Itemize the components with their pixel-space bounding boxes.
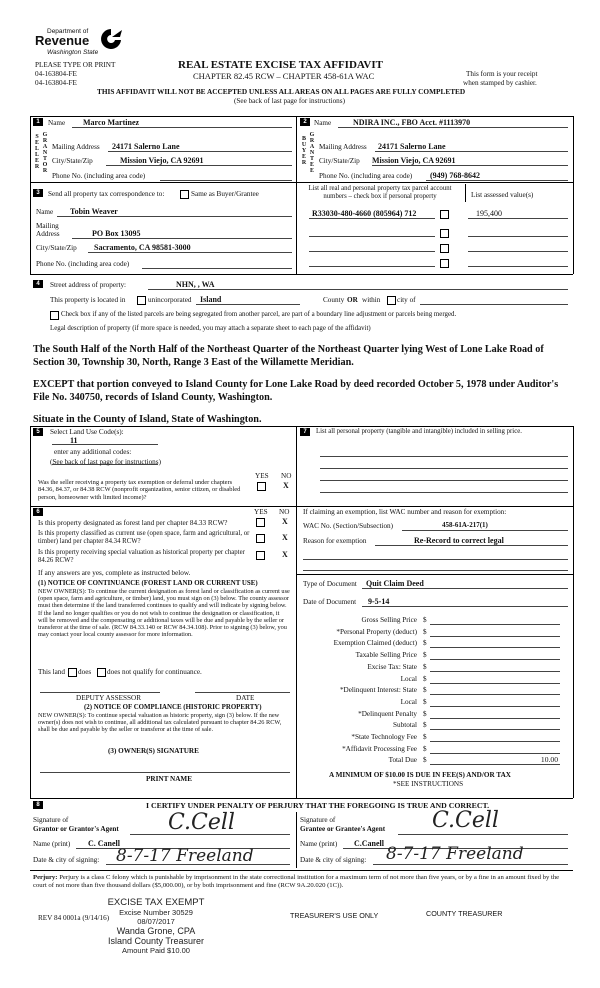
grantee-side-label: G R A N T E E — [309, 132, 315, 174]
seller-name: Marco Martinez — [83, 118, 140, 127]
grantor-signature: C.Cell — [168, 810, 235, 835]
segregate-checkbox[interactable] — [50, 311, 59, 320]
stamp-title: EXCISE TAX EXEMPT — [107, 897, 205, 908]
exemption-claim-label: If claiming an exemption, list WAC number and reason for exemption: — [303, 508, 507, 516]
grantor-name: C. Canell — [88, 839, 120, 848]
corr-phone-label: Phone No. (including area code) — [36, 260, 130, 268]
grantor-agent-label: Grantor or Grantor's Agent — [33, 825, 119, 833]
forest-q1: Is this property designated as forest land per chapter 84.33 RCW? — [38, 519, 228, 527]
certify-statement: I CERTIFY UNDER PENALTY OF PERJURY THAT THE FOREGOING IS TRUE AND CORRECT. — [146, 801, 490, 810]
fee-row-label: *Delinquent Interest: State — [339, 686, 417, 695]
city-of-checkbox[interactable] — [387, 296, 396, 305]
section-3-number: 3 — [33, 189, 43, 197]
legal-paragraph-2: EXCEPT that portion conveyed to Island County for Lone Lake Road by deed recorded October 5, 1978 under Auditor's File No. 340750, records of Island County, Washington. — [33, 379, 559, 404]
fee-row-currency: $ — [423, 744, 427, 753]
located-label: This property is located in — [50, 296, 126, 304]
land-use-see-back: (See back of last page for instructions) — [50, 458, 161, 466]
fee-row-label: Exemption Claimed (deduct) — [333, 639, 417, 648]
street-address: NHN, , WA — [176, 280, 215, 289]
buyer-name: NDIRA INC., FBO Acct. #1113970 — [353, 118, 471, 127]
deputy-assessor-label: DEPUTY ASSESSOR — [76, 694, 142, 702]
fee-row-currency: $ — [423, 756, 427, 765]
county-treasurer-label: COUNTY TREASURER — [426, 909, 503, 918]
deputy-date-label: DATE — [236, 694, 255, 702]
stamp-date: 08/07/2017 — [137, 917, 175, 926]
notice-1-text: NEW OWNER(S): To continue the current designation as forest land or classification as current use (open space, farm and agriculture, or timber) land, you must sign on (3) below. The county assessor must then determine if the land transferred continues to qualify and will indicate by signing below. If the land no longer qualifies or you do not wish to continue the designation or classification, it will be removed and the compensating or additional taxes will be due and payable by the seller or transferor at the time of sale. (RCW 84.33.140 or RCW 84.34.108). Prior to signing (3) below, you may contact your local county assessor for more information. — [38, 588, 290, 639]
parcel-number: R33030-480-4660 (805964) 712 — [312, 209, 417, 218]
grantor-sig-of-label: Signature of — [33, 816, 69, 824]
fee-row-currency: $ — [423, 651, 427, 660]
unincorporated-label: unincorporated — [148, 296, 192, 304]
or-label: OR — [347, 296, 358, 304]
exemption-reason-label: Reason for exemption — [303, 537, 367, 545]
seller-side-label: S E L L E R — [34, 134, 40, 170]
legal-description-label: Legal description of property (if more space is needed, you may attach a separate sheet to each page of the affidavit) — [50, 325, 371, 332]
grantee-sig-of-label: Signature of — [300, 816, 336, 824]
parcel-3-personal-checkbox[interactable] — [440, 244, 449, 253]
land-use-code: 11 — [70, 436, 78, 445]
land-use-no-header: NO — [281, 472, 292, 480]
section-2-number: 2 — [300, 118, 310, 126]
fee-row-currency: $ — [423, 616, 427, 624]
grantee-name-label: Name (print) — [300, 840, 338, 848]
doc-date: 9-5-14 — [368, 597, 390, 606]
print-name-label: PRINT NAME — [146, 775, 192, 783]
personal-property-label: List all personal property (tangible and intangible) included in selling price. — [316, 428, 522, 435]
forest-q2: Is this property classified as current use (open space, farm and agricultural, or timber) land per chapter 84.34 RCW? — [38, 530, 250, 545]
grantee-date-city: 8-7-17 Freeland — [386, 844, 524, 864]
forest-q3-yes-checkbox[interactable] — [256, 551, 265, 560]
exemption-question: Was the seller receiving a property tax exemption or deferral under chapters 84.36, 84.37, or 84.38 RCW (nonprofit organization, senior citizen, or disabled person, homeowner with limited income)? — [38, 479, 241, 501]
corr-mailing-label-2: Address — [36, 230, 60, 238]
land-does-checkbox[interactable] — [68, 668, 77, 677]
buyer-mailing-label: Mailing Address — [319, 143, 367, 151]
owner-signature-label: (3) OWNER(S) SIGNATURE — [108, 747, 199, 755]
legal-paragraph-3: Situate in the County of Island, State of Washington. — [33, 414, 262, 425]
exemption-reason: Re-Record to correct legal — [414, 536, 504, 545]
notice-2-title: (2) NOTICE OF COMPLIANCE (HISTORIC PROPERTY) — [84, 704, 262, 711]
stamp-office: Island County Treasurer — [107, 936, 205, 946]
fee-row-currency: $ — [423, 697, 427, 706]
send-correspondence-label: Send all property tax correspondence to: — [48, 190, 165, 198]
form-revision: REV 84 0001a (9/14/16) — [38, 914, 110, 922]
land-use-yes-header: YES — [255, 472, 269, 480]
parcel-header: List all real and personal property tax parcel account numbers – check box if personal property — [308, 185, 452, 200]
perjury-label: Perjury: — [33, 874, 58, 881]
receipt-note-1: This form is your receipt — [466, 70, 538, 78]
see-instructions-note: *SEE INSTRUCTIONS — [393, 780, 464, 788]
excise-exempt-stamp — [96, 897, 216, 955]
corr-mailing: PO Box 13095 — [92, 229, 141, 238]
treasurer-use-label: TREASURER'S USE ONLY — [290, 911, 379, 920]
county-label: County — [323, 296, 345, 304]
parcel-1-personal-checkbox[interactable] — [440, 210, 449, 219]
buyer-phone-label: Phone No. (including area code) — [319, 172, 413, 180]
seller-city: Mission Viejo, CA 92691 — [120, 156, 204, 165]
city-of-label: city of — [397, 296, 416, 304]
seller-name-label: Name — [48, 119, 66, 127]
forest-q3: Is this property receiving special valuation as historical property per chapter 84.26 RCW? — [38, 549, 245, 564]
assessed-header: List assessed value(s) — [471, 191, 534, 199]
segregate-label: Check box if any of the listed parcels are being segregated from another parcel, are part of a boundary line adjustment or parcels being merged. — [61, 311, 457, 318]
form-warning: THIS AFFIDAVIT WILL NOT BE ACCEPTED UNLESS ALL AREAS ON ALL PAGES ARE FULLY COMPLETED — [97, 87, 466, 96]
section-6-number: 6 — [33, 508, 43, 516]
section-4-number: 4 — [33, 280, 43, 288]
fee-row-currency: $ — [423, 721, 427, 730]
assessed-value: 195,400 — [476, 209, 502, 218]
fee-row-value: 10.00 — [540, 755, 558, 765]
doc-date-label: Date of Document — [303, 598, 357, 606]
notice-1-title: (1) NOTICE OF CONTINUANCE (FOREST LAND OR CURRENT USE) — [38, 580, 258, 587]
doc-type: Quit Claim Deed — [366, 579, 424, 588]
grantee-name: C.Canell — [354, 839, 384, 848]
forest-q2-answer: X — [282, 533, 288, 542]
wac-number: 458-61A-217(1) — [442, 521, 488, 529]
forest-q2-yes-checkbox[interactable] — [256, 534, 265, 543]
notice-2-text: NEW OWNER(S): To continue special valuation as historic property, sign (3) below. If the new owner(s) does not wish to continue, all additional tax calculated pursuant to chapter 84.26 RCW, shall be due and payable by the seller or transferor at the time of sale. — [38, 712, 282, 734]
section-5-number: 5 — [33, 428, 43, 436]
grantor-date-city-label: Date & city of signing: — [33, 856, 100, 864]
fee-row-currency: $ — [423, 639, 427, 648]
any-yes-note: If any answers are yes, complete as instructed below. — [38, 569, 191, 577]
forest-yes-header: YES — [254, 508, 268, 516]
stamp-paid: Amount Paid $10.00 — [122, 946, 190, 955]
form-subtitle: CHAPTER 82.45 RCW – CHAPTER 458-61A WAC — [193, 71, 375, 81]
forest-no-header: NO — [279, 508, 290, 516]
buyer-mailing: 24171 Salerno Lane — [378, 142, 446, 151]
see-back-note: (See back of last page for instructions) — [234, 97, 345, 105]
grantor-date-city: 8-7-17 Freeland — [116, 846, 254, 866]
same-as-buyer-checkbox[interactable] — [180, 190, 189, 199]
perjury-text: Perjury is a class C felony which is punishable by imprisonment in the state correctional institution for a maximum term of not more than five years, or by a fine in an amount fixed by the court of not more than five thousand dollars ($5,000.00), or by both imprisonment and fine (RCW 9A.20.020 (1C)). — [33, 874, 560, 889]
fee-row-currency: $ — [423, 709, 427, 718]
seller-phone-label: Phone No. (including area code) — [52, 172, 146, 180]
land-does-not-checkbox[interactable] — [97, 668, 106, 677]
grantor-name-label: Name (print) — [33, 840, 71, 848]
exemption-question-answer: X — [283, 481, 289, 490]
form-code-2: 04-163804-FE — [35, 79, 77, 87]
does-label: does — [78, 668, 92, 676]
forest-q3-answer: X — [282, 550, 288, 559]
grantee-signature: C.Cell — [432, 808, 499, 833]
seller-city-label: City/State/Zip — [52, 157, 93, 165]
form-code-1: 04-163804-FE — [35, 70, 77, 78]
fee-row-currency: $ — [423, 627, 427, 636]
fee-row-label: Total Due — [388, 756, 417, 765]
section-7-number: 7 — [300, 428, 310, 436]
exemption-question-yes-checkbox[interactable] — [257, 482, 266, 491]
minimum-fee-note: A MINIMUM OF $10.00 IS DUE IN FEE(S) AND/OR TAX — [329, 771, 511, 779]
land-does-label: This land — [38, 668, 65, 676]
corr-name: Tobin Weaver — [70, 207, 118, 216]
same-as-buyer-label: Same as Buyer/Grantee — [191, 190, 259, 198]
corr-mailing-label-1: Mailing — [36, 222, 59, 230]
section-8-number: 8 — [33, 801, 43, 809]
does-not-label: does not qualify for continuance. — [107, 668, 202, 676]
revenue-swoosh-icon — [99, 28, 123, 50]
buyer-phone: (949) 768-8642 — [430, 171, 480, 180]
parcel-4-personal-checkbox[interactable] — [440, 259, 449, 268]
forest-q1-yes-checkbox[interactable] — [256, 518, 265, 527]
grantee-date-city-label: Date & city of signing: — [300, 856, 367, 864]
buyer-city-label: City/State/Zip — [319, 157, 360, 165]
corr-name-label: Name — [36, 208, 54, 216]
buyer-side-label: B U Y E R — [301, 136, 307, 166]
corr-city: Sacramento, CA 98581-3000 — [94, 243, 191, 252]
county-value: Island — [200, 295, 222, 304]
buyer-city: Mission Viejo, CA 92691 — [372, 156, 456, 165]
within-label: within — [362, 296, 381, 304]
fee-row-currency: $ — [423, 674, 427, 683]
fee-row-label: *Delinquent Penalty — [358, 709, 417, 718]
fee-row-label: Subtotal — [393, 721, 417, 730]
fee-row-label: *Affidavit Processing Fee — [342, 744, 417, 753]
fee-row-label: *State Technology Fee — [351, 733, 417, 741]
fee-row-currency: $ — [423, 733, 427, 741]
buyer-name-label: Name — [314, 119, 332, 127]
stamp-number: Excise Number 30529 — [119, 908, 193, 917]
legal-paragraph-1: The South Half of the North Half of the Northeast Quarter of the Northeast Quarter lying West of Lone Lake Road of Section 30, Township 30, North, Range 3 East of the Willamette Meridian. — [33, 344, 544, 369]
logo-state: Washington State — [47, 49, 99, 56]
seller-mailing-label: Mailing Address — [52, 143, 100, 151]
fee-row-label: *Personal Property (deduct) — [336, 627, 417, 636]
seller-mailing: 24171 Salerno Lane — [112, 142, 180, 151]
land-use-label: Select Land Use Code(s): — [50, 428, 124, 436]
parcel-2-personal-checkbox[interactable] — [440, 229, 449, 238]
additional-codes-label: enter any additional codes: — [54, 448, 132, 456]
fee-row-label: Excise Tax: State — [367, 662, 417, 671]
grantor-side-label: G R A N T O R — [42, 132, 48, 174]
fee-row-label: Local — [400, 674, 417, 683]
street-address-label: Street address of property: — [50, 281, 127, 289]
unincorporated-checkbox[interactable] — [137, 296, 146, 305]
fee-row-currency: $ — [423, 686, 427, 695]
logo-revenue: Revenue — [35, 33, 90, 48]
doc-type-label: Type of Document — [303, 580, 357, 588]
perjury-statement — [33, 874, 573, 890]
form-title: REAL ESTATE EXCISE TAX AFFIDAVIT — [178, 59, 383, 71]
print-note: PLEASE TYPE OR PRINT — [35, 61, 116, 69]
receipt-note-2: when stamped by cashier. — [463, 79, 537, 87]
fee-row-currency: $ — [423, 662, 427, 671]
fee-row-label: Local — [400, 697, 417, 706]
corr-city-label: City/State/Zip — [36, 244, 77, 252]
fee-row-label: Gross Selling Price — [361, 616, 417, 624]
wac-label: WAC No. (Section/Subsection) — [303, 522, 394, 530]
grantee-agent-label: Grantee or Grantee's Agent — [300, 825, 386, 833]
forest-q1-answer: X — [282, 517, 288, 526]
stamp-name: Wanda Grone, CPA — [116, 926, 196, 936]
logo-dept-of: Department of — [47, 28, 89, 35]
section-1-number: 1 — [33, 118, 43, 126]
fee-row-label: Taxable Selling Price — [355, 651, 417, 660]
